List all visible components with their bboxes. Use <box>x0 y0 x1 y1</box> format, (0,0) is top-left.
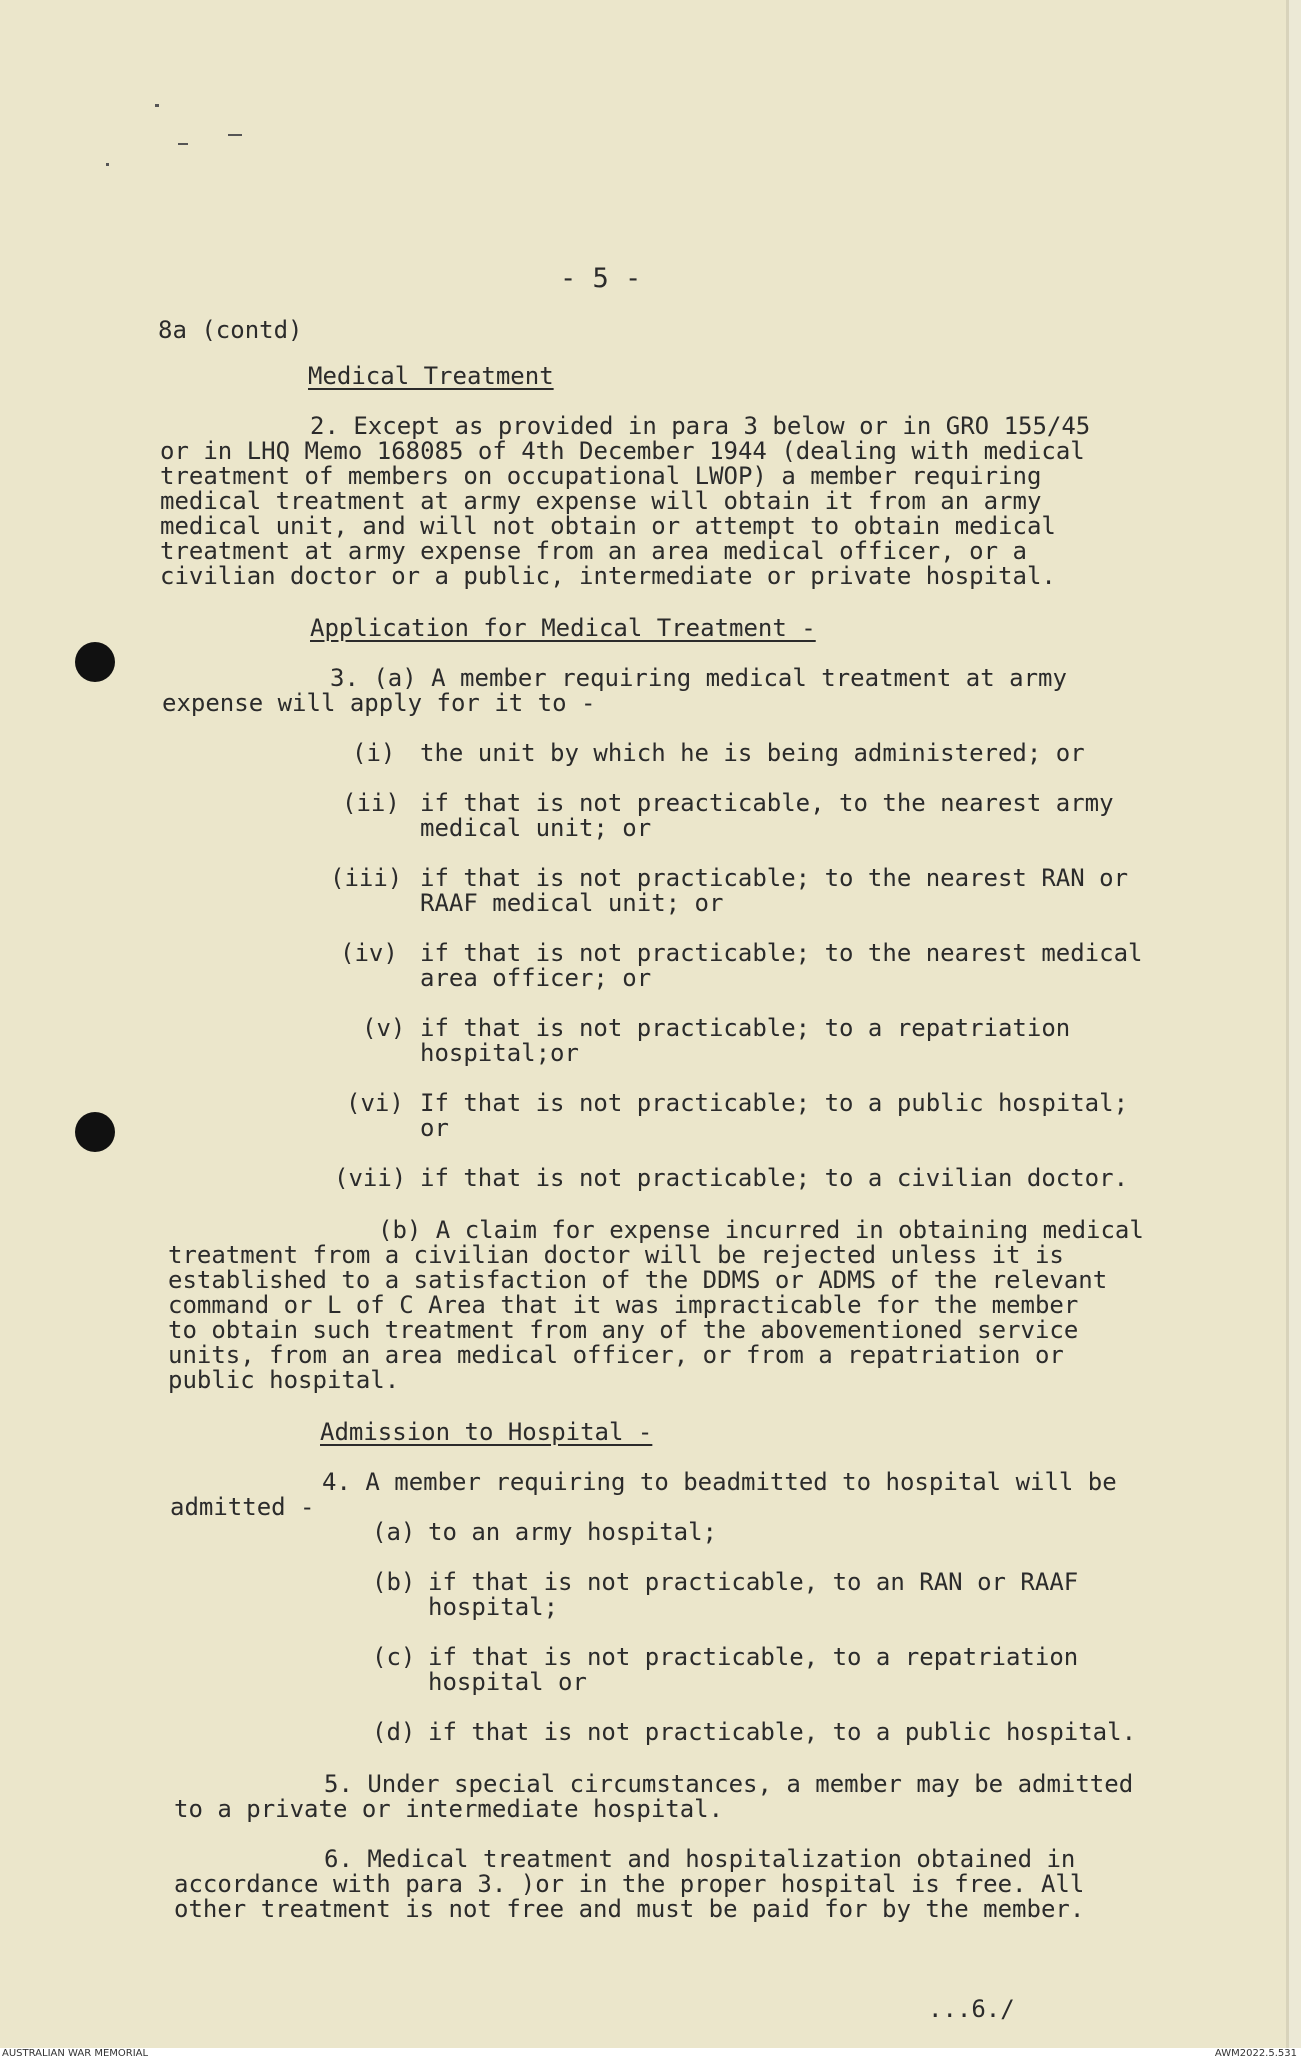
para-line: or in LHQ Memo 168085 of 4th December 1944 (dealing with medical <box>160 437 1085 465</box>
paper-speck <box>106 163 109 166</box>
para-line: 5. Under special circumstances, a member may be admitted <box>324 1770 1134 1798</box>
para-line: 2. Except as provided in para 3 below or in GRO 155/45 <box>310 412 1091 440</box>
list-text: RAAF medical unit; or <box>420 889 724 917</box>
list-text: medical unit; or <box>420 814 652 842</box>
list-text: hospital;or <box>420 1039 579 1067</box>
para-line: expense will apply for it to - <box>162 689 596 717</box>
para-line: units, from an area medical officer, or from a repatriation or <box>168 1341 1064 1369</box>
punch-hole-bottom <box>75 1112 115 1152</box>
list-text: if that is not practicable; to a civilian doctor. <box>420 1164 1129 1192</box>
para-line: 3. (a) A member requiring medical treatment at army <box>330 664 1067 692</box>
list-text: or <box>420 1114 449 1142</box>
para-line: admitted - <box>170 1493 315 1521</box>
para-line: treatment from a civilian doctor will be rejected unless it is <box>168 1241 1064 1269</box>
punch-hole-top <box>75 642 115 682</box>
list-num: (iii) <box>330 864 403 892</box>
list-num: (vii) <box>334 1164 407 1192</box>
para-line: medical treatment at army expense will obtain it from an army <box>160 487 1042 515</box>
para-line: established to a satisfaction of the DDMS or ADMS of the relevant <box>168 1266 1108 1294</box>
paper-speck <box>155 104 159 107</box>
para-line: (b) A claim for expense incurred in obtaining medical <box>378 1216 1144 1244</box>
para-line: 4. A member requiring to beadmitted to hospital will be <box>322 1468 1117 1496</box>
para-line: public hospital. <box>168 1366 400 1394</box>
list-text: if that is not practicable; to the nearest medical <box>420 939 1143 967</box>
footer-right: AWM2022.5.531 <box>1214 2048 1297 2059</box>
list-num: (c) <box>372 1643 416 1671</box>
continuation-marker: ...6./ <box>928 1995 1015 2023</box>
footer-left: AUSTRALIAN WAR MEMORIAL <box>2 2048 149 2059</box>
list-text: if that is not practicable; to the nearest RAN or <box>420 864 1129 892</box>
para-line: medical unit, and will not obtain or attempt to obtain medical <box>160 512 1056 540</box>
list-text: hospital or <box>428 1668 587 1696</box>
list-num: (v) <box>362 1014 406 1042</box>
para-line: 6. Medical treatment and hospitalization obtained in <box>324 1845 1076 1873</box>
page-number: - 5 - <box>560 263 642 294</box>
list-text: area officer; or <box>420 964 652 992</box>
list-num: (a) <box>372 1518 416 1546</box>
para-line: other treatment is not free and must be paid for by the member. <box>174 1895 1085 1923</box>
para-line: command or L of C Area that it was impracticable for the member <box>168 1291 1079 1319</box>
list-num: (i) <box>352 739 396 767</box>
contd-label: 8a (contd) <box>158 316 303 344</box>
list-text: if that is not practicable; to a repatriation <box>420 1014 1071 1042</box>
list-num: (b) <box>372 1568 416 1596</box>
list-num: (iv) <box>340 939 398 967</box>
archive-footer <box>0 2048 1301 2061</box>
list-text: hospital; <box>428 1593 559 1621</box>
list-num: (vi) <box>346 1089 404 1117</box>
para-line: civilian doctor or a public, intermediate or private hospital. <box>160 562 1056 590</box>
para-line: accordance with para 3. )or in the proper hospital is free. All <box>174 1870 1085 1898</box>
list-text: if that is not practicable, to a repatriation <box>428 1643 1079 1671</box>
heading-application: Application for Medical Treatment - <box>310 614 816 642</box>
para-line: to obtain such treatment from any of the abovementioned service <box>168 1316 1079 1344</box>
list-text: the unit by which he is being administered; or <box>420 739 1085 767</box>
list-num: (d) <box>372 1718 416 1746</box>
list-text: to an army hospital; <box>428 1518 717 1546</box>
para-line: treatment at army expense from an area medical officer, or a <box>160 537 1027 565</box>
paper-speck <box>228 134 242 136</box>
list-num: (ii) <box>342 789 400 817</box>
para-line: to a private or intermediate hospital. <box>174 1795 724 1823</box>
list-text: if that is not preacticable, to the nearest army <box>420 789 1114 817</box>
para-line: treatment of members on occupational LWOP) a member requiring <box>160 462 1042 490</box>
list-text: if that is not practicable, to a public hospital. <box>428 1718 1137 1746</box>
heading-admission: Admission to Hospital - <box>320 1418 653 1446</box>
list-text: if that is not practicable, to an RAN or RAAF <box>428 1568 1079 1596</box>
paper-speck <box>178 143 188 145</box>
list-text: If that is not practicable; to a public hospital; <box>420 1089 1129 1117</box>
heading-medical-treatment: Medical Treatment <box>308 362 554 390</box>
